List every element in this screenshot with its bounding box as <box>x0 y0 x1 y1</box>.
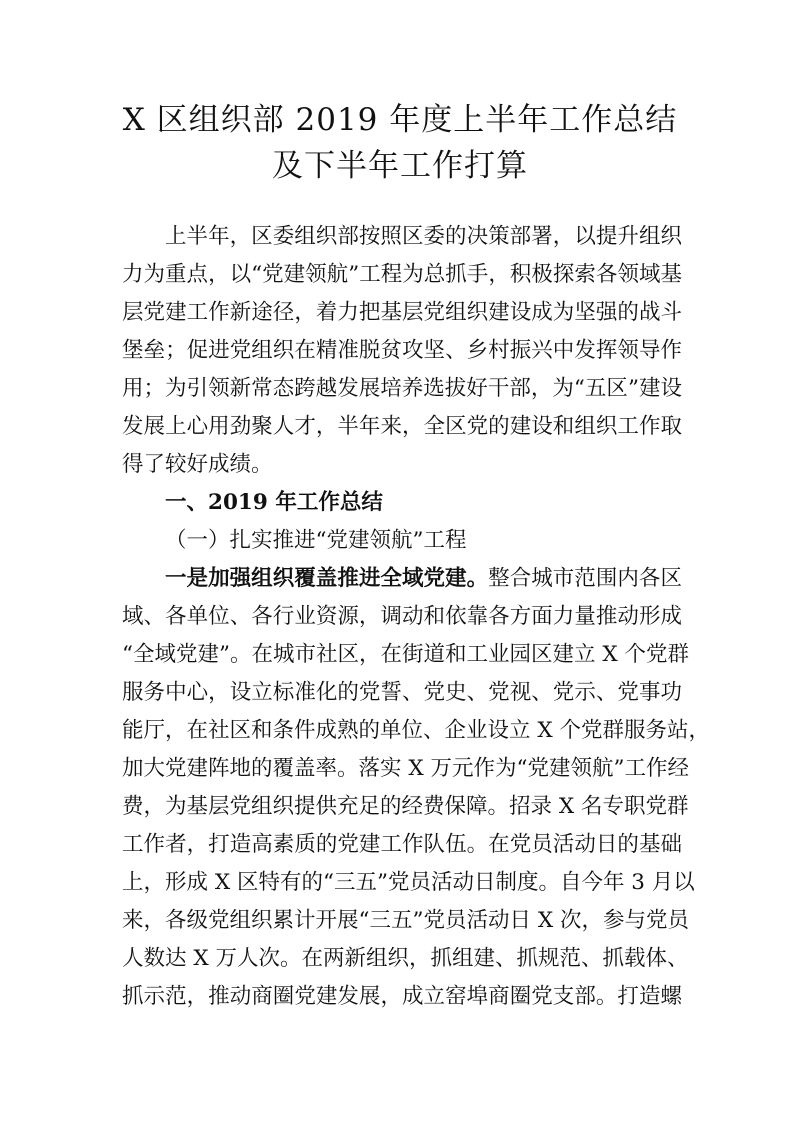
body-paragraph-line: 上，形成 X 区特有的“三五”党员活动日制度。自今年 3 月以 <box>122 870 695 895</box>
lead-sentence-rest: 整合城市范围内各区 <box>488 566 682 591</box>
intro-paragraph-line: 用；为引领新常态跨越发展培养选拔好干部，为“五区”建设 <box>122 376 682 401</box>
intro-paragraph-line: 堡垒；促进党组织在精准脱贫攻坚、乡村振兴中发挥领导作 <box>122 338 682 363</box>
lead-sentence-bold: 一是加强组织覆盖推进全域党建。 <box>165 566 489 591</box>
document-title-line-2: 及下半年工作打算 <box>272 148 528 184</box>
document-title-line-1: X 区组织部 2019 年度上半年工作总结 <box>122 102 678 138</box>
intro-paragraph-line: 层党建工作新途径，着力把基层党组织建设成为坚强的战斗 <box>122 300 682 325</box>
body-paragraph-line: 加大党建阵地的覆盖率。落实 X 万元作为“党建领航”工作经 <box>122 756 689 781</box>
body-paragraph-line: 人数达 X 万人次。在两新组织，抓组建、抓规范、抓载体、 <box>122 946 689 971</box>
intro-paragraph-line: 力为重点，以“党建领航”工程为总抓手，积极探索各领域基 <box>122 262 682 287</box>
body-paragraph-line: 来，各级党组织累计开展“三五”党员活动日 X 次，参与党员 <box>122 908 689 933</box>
section-heading: 一、2019 年工作总结 <box>165 490 383 515</box>
intro-paragraph-line: 发展上心用劲聚人才，半年来，全区党的建设和组织工作取 <box>122 414 682 439</box>
intro-paragraph-line: 得了较好成绩。 <box>122 452 273 477</box>
body-paragraph-line: “全域党建”。在城市社区，在街道和工业园区建立 X 个党群 <box>122 642 689 667</box>
body-paragraph-line: 能厅，在社区和条件成熟的单位、企业设立 X 个党群服务站， <box>122 718 710 743</box>
section-subheading: （一）扎实推进“党建领航”工程 <box>165 528 467 553</box>
body-paragraph-line: 工作者，打造高素质的党建工作队伍。在党员活动日的基础 <box>122 832 682 857</box>
body-paragraph-line <box>165 564 682 594</box>
body-paragraph-line: 服务中心，设立标准化的党誓、党史、党视、党示、党事功 <box>122 680 682 705</box>
body-paragraph-line: 费，为基层党组织提供充足的经费保障。招录 X 名专职党群 <box>122 794 689 819</box>
body-paragraph-line: 抓示范，推动商圈党建发展，成立窑埠商圈党支部。打造螺 <box>122 984 682 1009</box>
intro-paragraph-line: 上半年，区委组织部按照区委的决策部署，以提升组织 <box>165 224 682 249</box>
body-paragraph-line: 域、各单位、各行业资源，调动和依靠各方面力量推动形成 <box>122 604 682 629</box>
